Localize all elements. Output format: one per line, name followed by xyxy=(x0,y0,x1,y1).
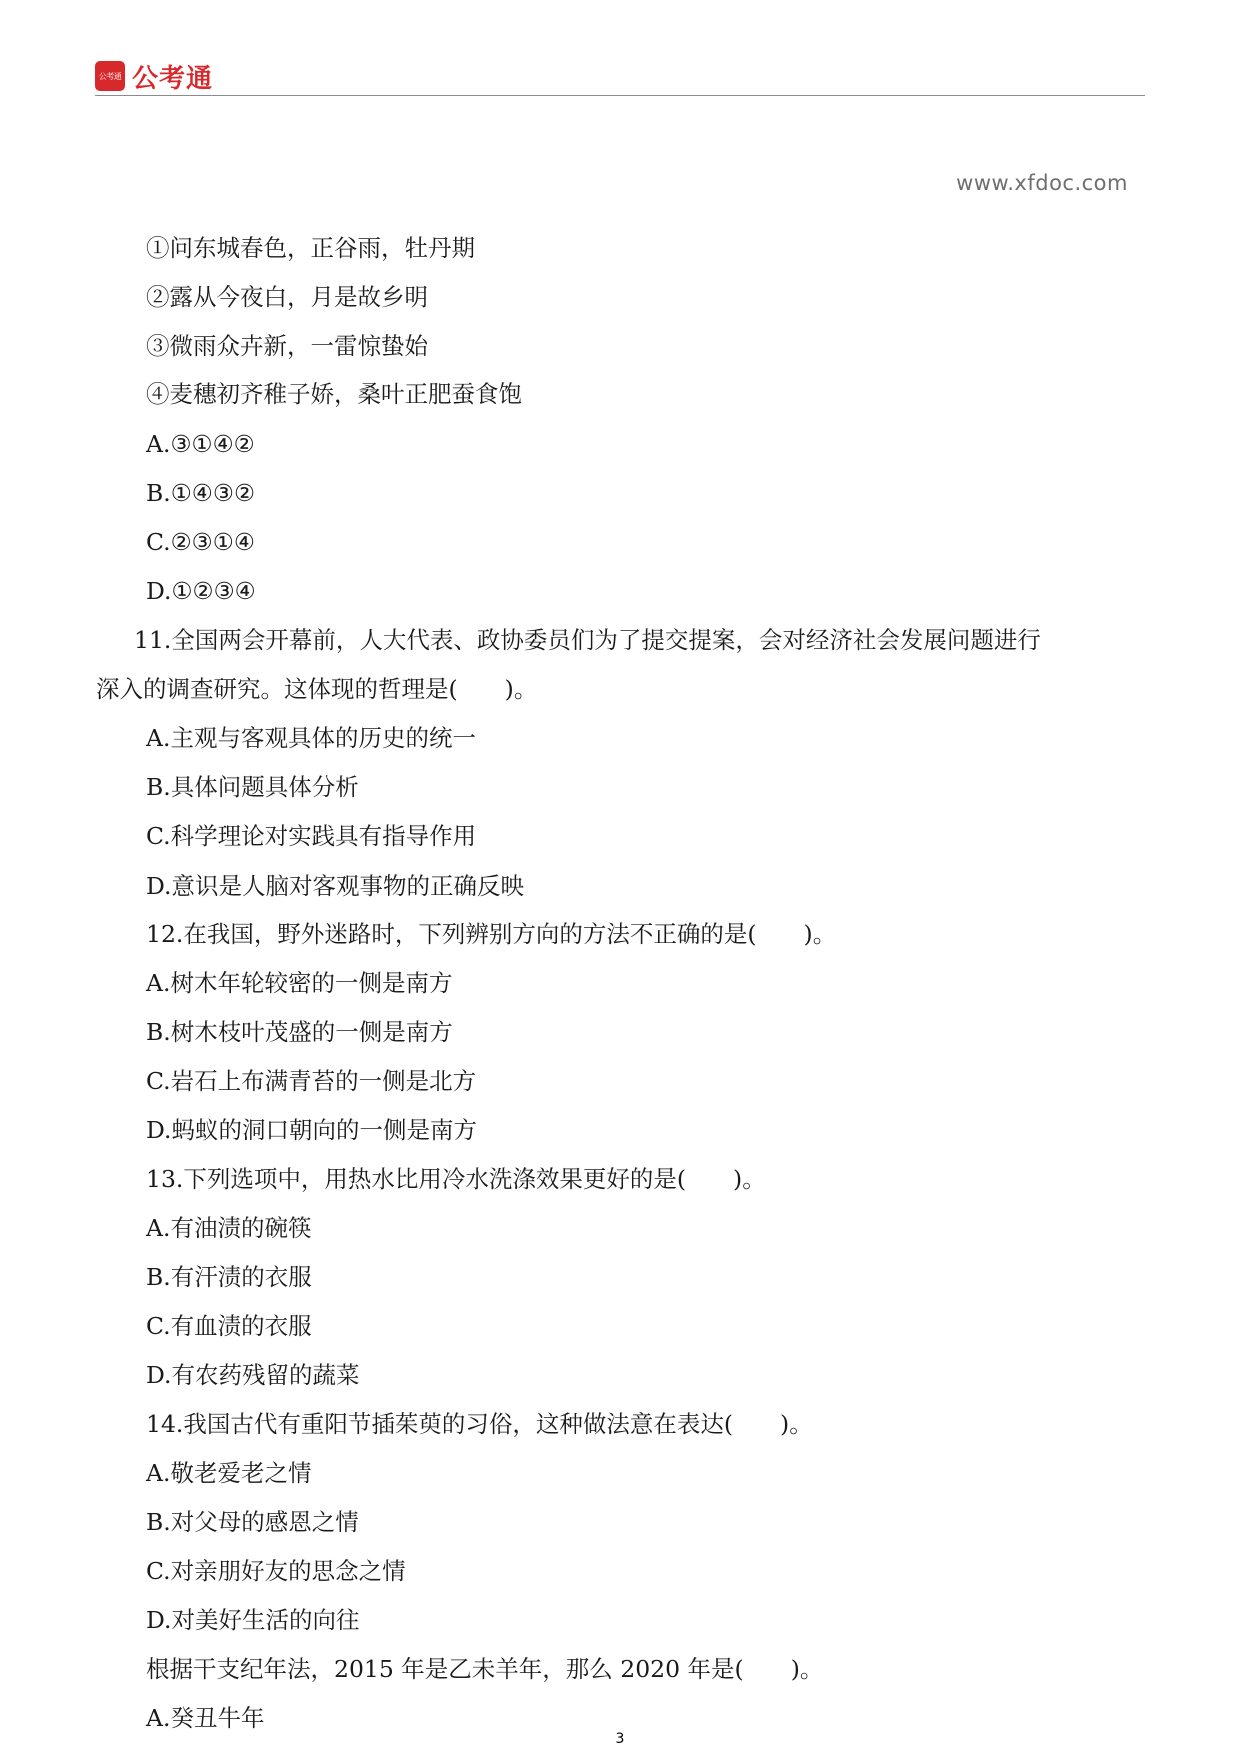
option-a: A.有油渍的碗筷 xyxy=(146,1214,312,1242)
brand-name: 公考通 xyxy=(132,63,214,94)
header-divider xyxy=(95,95,1145,96)
option-c: C.岩石上布满青苔的一侧是北方 xyxy=(146,1067,477,1095)
option-a: A.主观与客观具体的历史的统一 xyxy=(146,724,476,752)
logo-icon: 公考通 xyxy=(95,61,125,91)
option-a: A.树木年轮较密的一侧是南方 xyxy=(146,969,453,997)
option-b: B.①④③② xyxy=(146,479,256,507)
option-c: C.②③①④ xyxy=(146,528,255,556)
option-a: A.癸丑牛年 xyxy=(146,1704,265,1732)
site-url[interactable]: www.xfdoc.com xyxy=(956,171,1128,195)
question-13: 13.下列选项中，用热水比用冷水洗涤效果更好的是( )。 xyxy=(146,1165,766,1193)
option-b: B.具体问题具体分析 xyxy=(146,773,359,801)
option-d: D.①②③④ xyxy=(146,577,256,605)
question-14: 14.我国古代有重阳节插茱萸的习俗，这种做法意在表达( )。 xyxy=(146,1410,813,1438)
question-11-cont: 深入的调查研究。这体现的哲理是( )。 xyxy=(96,675,538,703)
question-15: 根据干支纪年法，2015 年是乙未羊年，那么 2020 年是( )。 xyxy=(146,1655,824,1683)
option-b: B.有汗渍的衣服 xyxy=(146,1263,312,1291)
header xyxy=(95,59,213,93)
option-a: A.③①④② xyxy=(146,430,255,458)
page-number: 3 xyxy=(615,1731,625,1747)
option-c: C.对亲朋好友的思念之情 xyxy=(146,1557,406,1585)
option-d: D.蚂蚁的洞口朝向的一侧是南方 xyxy=(146,1116,477,1144)
question-12: 12.在我国，野外迷路时，下列辨别方向的方法不正确的是( )。 xyxy=(146,920,837,948)
option-d: D.有农药残留的蔬菜 xyxy=(146,1361,360,1389)
poem-line-2: ②露从今夜白，月是故乡明 xyxy=(146,283,428,311)
poem-line-4: ④麦穗初齐稚子娇，桑叶正肥蚕食饱 xyxy=(146,380,522,408)
option-b: B.对父母的感恩之情 xyxy=(146,1508,359,1536)
question-11: 11.全国两会开幕前，人大代表、政协委员们为了提交提案，会对经济社会发展问题进行 xyxy=(134,626,1041,654)
option-d: D.对美好生活的向往 xyxy=(146,1606,360,1634)
option-b: B.树木枝叶茂盛的一侧是南方 xyxy=(146,1018,453,1046)
option-a: A.敬老爱老之情 xyxy=(146,1459,312,1487)
option-c: C.有血渍的衣服 xyxy=(146,1312,312,1340)
option-c: C.科学理论对实践具有指导作用 xyxy=(146,822,477,850)
option-d: D.意识是人脑对客观事物的正确反映 xyxy=(146,872,524,900)
poem-line-3: ③微雨众卉新，一雷惊蛰始 xyxy=(146,332,428,360)
poem-line-1: ①问东城春色，正谷雨，牡丹期 xyxy=(146,234,475,262)
